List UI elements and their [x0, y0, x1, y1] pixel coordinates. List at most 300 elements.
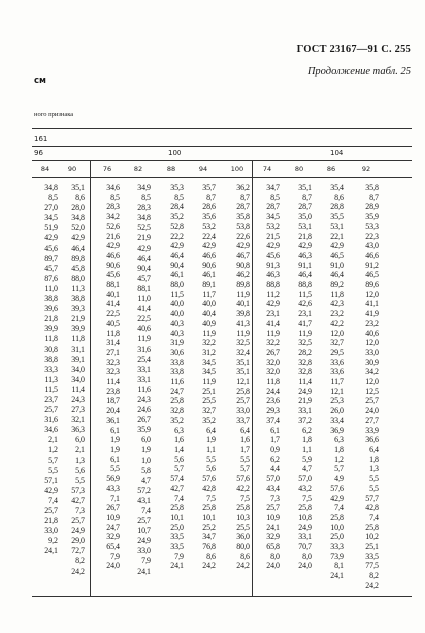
table-cell: 25,8	[236, 386, 250, 396]
table-cell: 89,7	[44, 253, 58, 263]
table-cell: 7,9	[141, 556, 151, 566]
table-cell: 1,0	[141, 455, 151, 465]
table-cell: 10,3	[236, 512, 250, 522]
table-cell: 80,0	[236, 542, 250, 552]
table-cell: 35,5	[330, 212, 344, 222]
table-cell: 28,9	[365, 202, 379, 212]
table-cell: 5,9	[302, 454, 312, 464]
table-cell: 33,0	[44, 526, 58, 536]
table-cell: 34,7	[266, 183, 280, 192]
table-cell: 39,9	[44, 324, 58, 334]
table-cell: 32,2	[266, 338, 280, 348]
table-cell: 33,0	[365, 347, 379, 357]
table-cell: 45,8	[71, 263, 85, 273]
table-cell: 11,8	[44, 334, 58, 344]
table-cell: 25,0	[170, 522, 184, 532]
table-cell: 90,6	[202, 260, 216, 270]
table-cell: 10,7	[137, 526, 151, 536]
column-76	[96, 183, 120, 571]
table-cell: 35,3	[170, 183, 184, 192]
column-header-90: 90	[67, 165, 77, 173]
table-cell: 23,8	[106, 386, 120, 396]
table-cell: 40,6	[365, 328, 379, 338]
table-cell: 20,4	[106, 406, 120, 416]
table-cell: 11,6	[137, 384, 151, 394]
table-cell: 11,5	[298, 289, 312, 299]
table-cell: 1,1	[302, 444, 312, 454]
table-cell: 24,1	[170, 561, 184, 571]
table-cell: 46,1	[170, 270, 184, 280]
table-cell: 4,4	[270, 464, 280, 474]
table-cell: 11,3	[44, 374, 58, 384]
table-cell: 24,0	[266, 561, 280, 571]
table-cell: 22,4	[202, 231, 216, 241]
table-cell: 8,7	[302, 192, 312, 202]
table-cell: 12,0	[365, 338, 379, 348]
table-cell: 10,8	[298, 512, 312, 522]
table-cell: 4,7	[302, 464, 312, 474]
table-cell: 89,2	[330, 280, 344, 290]
table-cell: 33,0	[236, 406, 250, 416]
table-cell: 6,0	[141, 435, 151, 445]
table-cell: 8,0	[270, 551, 280, 561]
table-cell: 21,6	[106, 231, 120, 241]
table-cell: 57,0	[266, 474, 280, 484]
table-cell: 10,9	[106, 512, 120, 522]
table-cell: 24,6	[137, 405, 151, 415]
table-cell: 1,7	[270, 435, 280, 445]
table-cell: 53,2	[266, 221, 280, 231]
table-cell: 34,8	[137, 213, 151, 223]
table-cell: 28,3	[106, 202, 120, 212]
subgroup-label-96: 96	[34, 149, 43, 157]
table-cell: 34,5	[44, 213, 58, 223]
table-cell: 6,1	[110, 454, 120, 464]
table-cell: 24,2	[236, 561, 250, 571]
table-cell: 31,1	[71, 344, 85, 354]
table-cell: 42,2	[236, 483, 250, 493]
table-cell: 24,1	[266, 522, 280, 532]
table-cell: 46,6	[106, 250, 120, 260]
table-cell: 56,9	[106, 474, 120, 484]
table-cell: 46,5	[365, 270, 379, 280]
table-cell: 32,0	[266, 367, 280, 377]
table-cell: 28,7	[236, 202, 250, 212]
table-cell: 42,2	[330, 318, 344, 328]
table-cell: 25,7	[236, 396, 250, 406]
table-cell: 5,5	[369, 474, 379, 484]
table-cell: 8,1	[334, 561, 344, 571]
table-cell: 53,1	[330, 221, 344, 231]
table-cell: 34,9	[137, 183, 151, 192]
table-cell: 22,2	[170, 231, 184, 241]
table-cell: 41,9	[365, 309, 379, 319]
table-cell: 1,9	[206, 435, 216, 445]
table-cell: 42,9	[106, 241, 120, 251]
table-cell: 8,5	[110, 192, 120, 202]
table-cell: 33,5	[365, 551, 379, 561]
table-cell: 11,8	[266, 377, 280, 387]
table-cell: 42,9	[266, 241, 280, 251]
table-cell: 40,3	[170, 328, 184, 338]
table-cell: 32,7	[202, 406, 216, 416]
table-cell: 42,9	[202, 241, 216, 251]
table-cell: 11,9	[202, 328, 216, 338]
table-cell: 24,1	[44, 546, 58, 556]
table-cell: 91,3	[266, 260, 280, 270]
table-cell: 39,8	[236, 309, 250, 319]
table-cell: 8,6	[75, 193, 85, 203]
table-cell: 40,6	[137, 324, 151, 334]
table-cell: 36,2	[236, 183, 250, 192]
table-cell: 36,3	[71, 425, 85, 435]
table-cell: 34,8	[71, 213, 85, 223]
table-cell: 7,5	[240, 493, 250, 503]
table-cell: 7,3	[270, 493, 280, 503]
rule-bottom	[32, 596, 412, 597]
table-cell: 7,9	[110, 551, 120, 561]
table-cell: 46,4	[137, 253, 151, 263]
table-cell: 5,7	[174, 464, 184, 474]
table-cell: 8,5	[141, 193, 151, 203]
table-cell: 5,6	[174, 454, 184, 464]
table-cell: 35,1	[236, 367, 250, 377]
table-cell: 40,9	[202, 318, 216, 328]
table-cell: 42,9	[170, 241, 184, 251]
table-cell: 42,9	[330, 493, 344, 503]
table-cell: 28,4	[170, 202, 184, 212]
table-cell: 1,6	[240, 435, 250, 445]
table-cell: 25,7	[266, 503, 280, 513]
table-cell: 34,8	[44, 183, 58, 192]
table-cell: 26,7	[266, 347, 280, 357]
table-cell: 77,5	[365, 561, 379, 571]
table-cell: 29,3	[266, 406, 280, 416]
table-cell: 41,4	[137, 304, 151, 314]
table-cell: 32,3	[106, 367, 120, 377]
table-cell: 46,6	[365, 250, 379, 260]
table-cell: 40,0	[170, 309, 184, 319]
table-cell: 34,0	[71, 374, 85, 384]
table-cell: 12,0	[365, 377, 379, 387]
table-cell: 7,3	[75, 506, 85, 515]
table-cell: 33,7	[236, 415, 250, 425]
table-cell: 22,5	[137, 314, 151, 324]
table-cell: 26,7	[106, 503, 120, 513]
table-cell: 7,4	[334, 503, 344, 513]
table-cell: 24,2	[202, 561, 216, 571]
table-cell: 31,4	[106, 338, 120, 348]
table-cell: 46,4	[71, 243, 85, 253]
table-cell: 53,3	[365, 221, 379, 231]
table-cell: 25,7	[365, 396, 379, 406]
table-cell: 24,0	[106, 561, 120, 571]
table-cell: 11,5	[170, 289, 184, 299]
table-cell: 1,2	[48, 445, 58, 455]
table-cell: 40,3	[170, 318, 184, 328]
table-cell: 89,8	[236, 280, 250, 290]
table-cell: 41,1	[365, 299, 379, 309]
table-cell: 6,1	[110, 425, 120, 435]
table-cell: 45,6	[44, 243, 58, 253]
table-cell: 24,1	[137, 566, 151, 576]
table-cell: 57,7	[365, 493, 379, 503]
table-cell: 42,9	[298, 241, 312, 251]
table-cell: 46,4	[330, 270, 344, 280]
table-cell: 39,3	[71, 304, 85, 314]
table-cell: 40,0	[202, 299, 216, 309]
table-cell: 8,2	[75, 556, 85, 566]
table-cell: 12,0	[365, 289, 379, 299]
table-cell: 41,3	[236, 318, 250, 328]
table-cell: 25,7	[44, 506, 58, 515]
table-cell: 5,5	[240, 454, 250, 464]
table-cell: 36,9	[330, 425, 344, 435]
table-cell: 7,4	[141, 506, 151, 515]
table-cell: 87,6	[44, 273, 58, 283]
table-cell: 34,2	[106, 212, 120, 222]
table-cell: 10,9	[266, 512, 280, 522]
table-cell: 24,2	[71, 566, 85, 576]
table-cell: 90,6	[106, 260, 120, 270]
table-cell: 27,1	[106, 347, 120, 357]
table-cell: 1,4	[174, 444, 184, 454]
table-cell: 1,9	[110, 444, 120, 454]
table-cell: 57,3	[71, 485, 85, 495]
table-cell: 11,8	[330, 289, 344, 299]
table-cell: 42,9	[137, 243, 151, 253]
table-cell: 34,5	[202, 357, 216, 367]
table-cell: 42,9	[236, 241, 250, 251]
table-cell: 11,9	[236, 289, 250, 299]
table-cell: 34,5	[266, 212, 280, 222]
table-cell: 34,2	[365, 367, 379, 377]
table-cell: 43,0	[365, 241, 379, 251]
table-cell: 32,1	[71, 415, 85, 425]
table-cell: 25,8	[170, 396, 184, 406]
table-cell: 8,6	[206, 551, 216, 561]
table-cell: 46,6	[202, 250, 216, 260]
table-cell: 1,3	[369, 464, 379, 474]
table-cell: 25,8	[298, 503, 312, 513]
table-cell: 88,0	[71, 273, 85, 283]
table-cell: 5,5	[110, 464, 120, 474]
table-cell: 7,4	[48, 495, 58, 505]
table-cell: 33,1	[298, 532, 312, 542]
table-cell: 32,5	[236, 338, 250, 348]
table-cell: 1,8	[302, 435, 312, 445]
table-cell: 26,7	[137, 415, 151, 425]
table-cell: 25,8	[236, 503, 250, 513]
table-cell: 6,3	[334, 435, 344, 445]
table-cell: 24,0	[298, 561, 312, 571]
table-cell: 11,2	[266, 289, 280, 299]
table-cell: 91,1	[298, 260, 312, 270]
table-cell: 1,1	[206, 444, 216, 454]
subgroup-label-100: 100	[168, 149, 182, 157]
table-cell: 40,0	[170, 299, 184, 309]
table-cell: 35,4	[330, 183, 344, 192]
unit-label: см	[34, 76, 46, 86]
table-cell: 45,7	[137, 273, 151, 283]
table-cell: 35,1	[236, 357, 250, 367]
table-cell: 11,0	[44, 283, 58, 293]
table-cell: 21,8	[298, 231, 312, 241]
table-cell: 25,0	[330, 532, 344, 542]
table-cell: 8,5	[174, 192, 184, 202]
table-cell: 45,7	[44, 263, 58, 273]
table-cell: 25,2	[202, 522, 216, 532]
table-cell: 89,8	[71, 253, 85, 263]
column-header-84: 84	[40, 165, 50, 173]
table-cell: 5,6	[206, 464, 216, 474]
table-cell: 72,7	[71, 546, 85, 556]
table-cell: 12,5	[365, 386, 379, 396]
table-cell: 36,1	[106, 415, 120, 425]
table-cell: 11,8	[106, 328, 120, 338]
table-cell: 33,1	[137, 374, 151, 384]
table-cell: 23,2	[365, 318, 379, 328]
table-cell: 5,8	[141, 465, 151, 475]
table-cell: 34,6	[106, 183, 120, 192]
table-cell: 8,7	[240, 192, 250, 202]
vline-subgroup-1	[90, 160, 91, 596]
table-cell: 6,4	[369, 444, 379, 454]
table-cell: 25,7	[137, 516, 151, 526]
table-cell: 41,4	[266, 318, 280, 328]
table-cell: 24,9	[71, 526, 85, 536]
table-cell: 6,1	[270, 425, 280, 435]
table-cell: 21,8	[44, 314, 58, 324]
table-cell: 42,9	[71, 233, 85, 243]
table-cell: 10,0	[330, 522, 344, 532]
table-cell: 41,4	[106, 299, 120, 309]
table-cell: 4,7	[141, 475, 151, 485]
table-cell: 57,0	[298, 474, 312, 484]
table-cell: 37,4	[266, 415, 280, 425]
table-cell: 24,2	[365, 580, 379, 590]
table-cell: 6,2	[270, 454, 280, 464]
table-cell: 8,6	[240, 551, 250, 561]
table-cell: 73,9	[330, 551, 344, 561]
column-84	[34, 183, 58, 556]
table-cell: 33,3	[330, 542, 344, 552]
table-cell: 35,6	[202, 212, 216, 222]
table-cell: 52,0	[71, 223, 85, 233]
table-cell: 30,8	[44, 344, 58, 354]
table-cell: 24,0	[365, 406, 379, 416]
table-cell: 11,9	[202, 377, 216, 387]
table-cell: 42,8	[202, 483, 216, 493]
column-header-94: 94	[198, 165, 208, 173]
table-cell: 11,8	[71, 334, 85, 344]
table-cell: 35,2	[170, 212, 184, 222]
table-cell: 33,9	[365, 425, 379, 435]
table-cell: 24,9	[298, 522, 312, 532]
table-cell: 39,6	[44, 304, 58, 314]
table-cell: 53,2	[202, 221, 216, 231]
table-cell: 42,9	[44, 233, 58, 243]
table-cell: 90,4	[170, 260, 184, 270]
table-cell: 11,9	[236, 328, 250, 338]
rule-group	[32, 146, 412, 147]
table-cell: 22,6	[236, 231, 250, 241]
table-cell: 22,5	[106, 309, 120, 319]
table-cell: 28,0	[71, 203, 85, 213]
table-cell: 32,9	[106, 532, 120, 542]
table-cell: 27,3	[71, 405, 85, 415]
table-cell: 46,4	[170, 250, 184, 260]
table-cell: 90,4	[137, 263, 151, 273]
table-cell: 24,4	[266, 386, 280, 396]
table-cell: 11,7	[330, 377, 344, 387]
table-cell: 24,7	[106, 522, 120, 532]
table-cell: 91,0	[330, 260, 344, 270]
table-cell: 34,6	[44, 425, 58, 435]
table-cell: 45,6	[106, 270, 120, 280]
table-cell: 7,1	[110, 493, 120, 503]
table-cell: 45,6	[266, 250, 280, 260]
table-cell: 40,5	[106, 318, 120, 328]
table-cell: 24,3	[71, 394, 85, 404]
table-cell: 11,5	[44, 384, 58, 394]
column-80	[288, 183, 312, 571]
subgroup-label-104: 104	[330, 149, 344, 157]
table-cell: 57,4	[170, 474, 184, 484]
table-cell: 10,1	[202, 512, 216, 522]
table-cell: 90,8	[236, 260, 250, 270]
table-cell: 1,8	[334, 444, 344, 454]
table-cell: 6,0	[75, 435, 85, 445]
table-cell: 42,8	[365, 503, 379, 513]
table-cell: 29,0	[71, 536, 85, 546]
column-86	[320, 183, 344, 581]
table-cell: 7,5	[206, 493, 216, 503]
table-cell: 43,1	[137, 495, 151, 505]
table-cell: 52,8	[170, 221, 184, 231]
table-cell: 41,7	[298, 318, 312, 328]
table-cell: 29,5	[330, 347, 344, 357]
table-cell: 65,8	[266, 542, 280, 552]
table-cell: 12,0	[330, 328, 344, 338]
table-cell: 46,2	[236, 270, 250, 280]
table-cell: 57,6	[202, 474, 216, 484]
table-cell: 40,4	[202, 309, 216, 319]
table-cell: 5,5	[48, 465, 58, 475]
table-cell: 32,9	[266, 532, 280, 542]
table-cell: 88,1	[106, 280, 120, 290]
table-cell: 25,8	[170, 503, 184, 513]
table-cell: 10,2	[365, 532, 379, 542]
table-cell: 34,7	[202, 532, 216, 542]
table-cell: 8,7	[206, 192, 216, 202]
table-cell: 6,4	[240, 425, 250, 435]
table-cell: 70,7	[298, 542, 312, 552]
rule-top	[32, 128, 412, 129]
table-cell: 7,5	[302, 493, 312, 503]
table-cell: 35,7	[202, 183, 216, 192]
table-cell: 25,5	[202, 396, 216, 406]
table-cell: 7,4	[174, 493, 184, 503]
column-82	[127, 183, 151, 577]
table-cell: 1,9	[110, 435, 120, 445]
column-94	[192, 183, 216, 571]
table-cell: 21,9	[71, 314, 85, 324]
table-cell: 23,6	[266, 396, 280, 406]
table-cell: 42,7	[170, 483, 184, 493]
table-cell: 88,8	[266, 280, 280, 290]
column-90	[61, 183, 85, 577]
